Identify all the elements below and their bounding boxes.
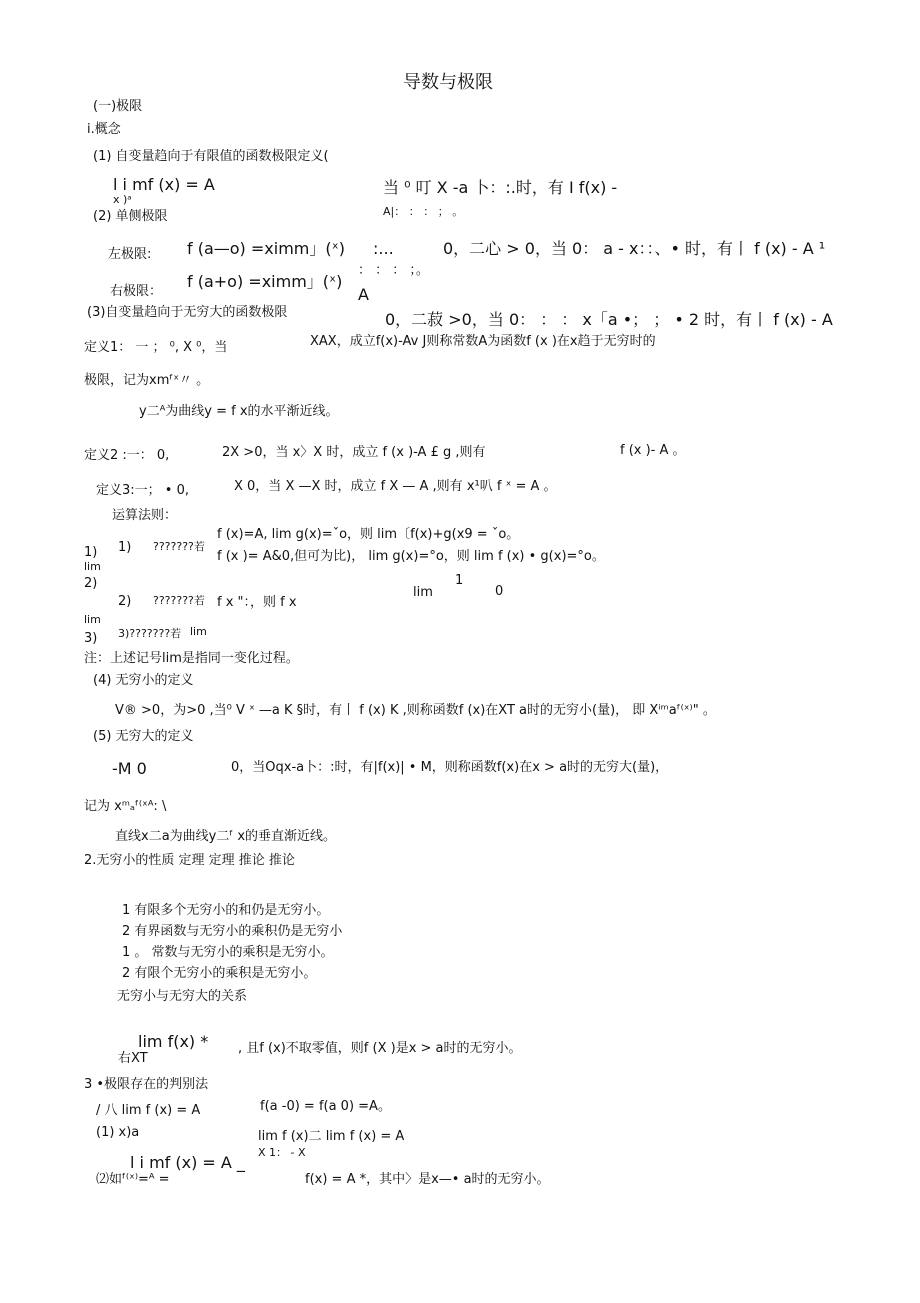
- criterion2-lim: l i mf (x) = A _: [130, 1153, 245, 1172]
- criterion1-lim: / 八 lim f (x) = A: [96, 1103, 201, 1118]
- property-4: 2 有限个无穷小的乘积是无穷小。: [122, 966, 317, 981]
- relation-heading: 无穷小与无穷大的关系: [117, 989, 248, 1004]
- def1-label: (1) 自变量趋向于有限值的函数极限定义(: [93, 149, 329, 164]
- rule1-number: 1): [84, 545, 98, 560]
- section-limit-heading: (一)极限: [93, 99, 143, 114]
- rule1-top: f (x)=A, lim g(x)=ˇo，则 lim〔f(x)+g(x9 = ˇo。: [217, 527, 520, 542]
- rule1-condition: ???????若: [153, 540, 205, 553]
- infinity-def-right: 0，当Oqx-a卜：:时，有|f(x)| • M，则称函数f(x)在x > a时的无穷大(量)，: [231, 760, 669, 775]
- criterion2-label: ⑵如ᶠ⁽ˣ⁾=ᴬ =: [96, 1172, 170, 1187]
- operation-note: 注：上述记号lim是指同一变化过程。: [84, 651, 299, 666]
- property-3: 1 。 常数与无穷小的乘积是无穷小。: [122, 945, 334, 960]
- left-limit-label: 左极限:: [108, 247, 152, 262]
- infinity-limit-condition: 0，二菽 >0，当 0： ： ： x「a •； ； • 2 时，有丨 f (x) - A: [385, 310, 833, 329]
- infinity-notation: 记为 xᵐₐᶠ⁽ˣᴬ: \: [84, 799, 167, 814]
- rule2-condition: ???????若: [153, 594, 205, 607]
- page-title: 导数与极限: [403, 72, 493, 93]
- one-sided-heading: (2) 单侧极限: [93, 209, 168, 224]
- infinity-heading: (5) 无穷大的定义: [93, 729, 194, 744]
- criterion1-label: (1) x)a: [96, 1125, 140, 1140]
- relation-lim: lim f(x) *: [138, 1032, 209, 1051]
- definition2-right: f (x )- A 。: [620, 443, 686, 458]
- left-limit-condition: 0，二心 > 0，当 0： a - x：：、• 时，有丨 f (x) - A ¹: [443, 239, 826, 258]
- vertical-asymptote: 直线x二a为曲线y二ᶠ x的垂直渐近线。: [115, 829, 337, 844]
- left-limit-expression: f (a—o) =ximm」(ˣ): [187, 239, 345, 258]
- left-limit-dots: :...: [373, 239, 394, 258]
- property-1: 1 有限多个无穷小的和仍是无穷小。: [122, 903, 330, 918]
- limit-subscript: x )ᵃ: [113, 193, 132, 206]
- definition1-right: XAX，成立f(x)-Av J则称常数A为函数f (x )在x趋于无穷时的: [310, 334, 656, 349]
- criterion1-right: f(a -0) = f(a 0) =A。: [260, 1099, 391, 1114]
- criterion2-right: f(x) = A *，其中〉是x—• a时的无穷小。: [305, 1172, 550, 1187]
- infinitesimal-properties-heading: 2.无穷小的性质 定理 定理 推论 推论: [84, 853, 295, 868]
- rule2-fx: f x "：，则 f x: [217, 595, 297, 610]
- rule3-condition: 3)???????若: [118, 627, 182, 640]
- operation-rules-heading: 运算法则：: [112, 508, 178, 523]
- horizontal-asymptote: y二ᴬ为曲线y = f x的水平渐近线。: [139, 404, 339, 419]
- fraction-numerator: 1: [455, 573, 464, 588]
- definition1-left: 定义1： 一 ； ⁰, X ⁰，当: [84, 340, 228, 355]
- infinity-limit-heading: (3)自变量趋向于无穷大的函数极限: [87, 305, 288, 320]
- def1-condition-cont: A|： ： ： ； 。: [383, 205, 464, 218]
- rule1-lim: lim: [84, 560, 101, 573]
- definition3-left: 定义3:一； • 0,: [96, 483, 189, 498]
- rule2-lim: lim: [84, 613, 101, 626]
- rule3-number: 3): [84, 631, 98, 646]
- right-limit-label: 右极限：: [110, 284, 163, 299]
- definition1-notation: 极限，记为xmᶠˣ〃 。: [84, 373, 210, 388]
- rule1-index: 1): [118, 540, 132, 555]
- right-limit-a: A: [358, 285, 369, 304]
- right-limit-expression: f (a+o) =ximm」(ˣ): [187, 272, 343, 291]
- criteria-heading: 3 •极限存在的判别法: [84, 1077, 209, 1092]
- infinitesimal-definition: V® >0，为>0 ,当⁰ V ˣ —a K §时，有丨 f (x) K ,则称函数f (x)在XT a时的无穷小(量)， 即 Xⁱᵐaᶠ⁽ˣ⁾" 。: [115, 703, 716, 718]
- infinity-def-left: -M 0: [112, 759, 147, 778]
- criterion1-one-sided: lim f (x)二 lim f (x) = A: [258, 1129, 405, 1144]
- rule2-number: 2): [84, 576, 98, 591]
- separator-dots: ： ： ： ；。: [358, 263, 429, 278]
- infinitesimal-heading: (4) 无穷小的定义: [93, 673, 194, 688]
- rule2-zero: 0: [495, 584, 504, 599]
- rule2-lim-mid: lim: [413, 585, 433, 600]
- definition3-mid: X 0，当 X —X 时，成立 f X — A ,则有 x¹叭 f ˣ = A 。: [234, 479, 557, 494]
- definition2-mid: 2X >0，当 x〉X 时，成立 f (x )-A £ g ,则有: [222, 445, 486, 460]
- def1-condition: 当 ⁰ 叮 X -a 卜：:.时，有 I f(x) -: [383, 178, 618, 197]
- rule2-index: 2): [118, 594, 132, 609]
- relation-condition: 右XT: [118, 1051, 148, 1066]
- criterion1-subscript: X 1： - X: [258, 1146, 306, 1159]
- rule1-bottom: f (x )= A&0,但可为比)， lim g(x)=°o，则 lim f (x) • g(x)=°o。: [217, 549, 605, 564]
- rule3-lim: lim: [190, 625, 207, 638]
- limit-expression: l i mf (x) = A: [113, 175, 215, 194]
- relation-body: , 且f (x)不取零值，则f (X )是x > a时的无穷小。: [238, 1041, 522, 1056]
- concept-heading: i.概念: [87, 122, 121, 137]
- property-2: 2 有界函数与无穷小的乘积仍是无穷小: [122, 924, 343, 939]
- definition2-left: 定义2 :一： 0,: [84, 448, 170, 463]
